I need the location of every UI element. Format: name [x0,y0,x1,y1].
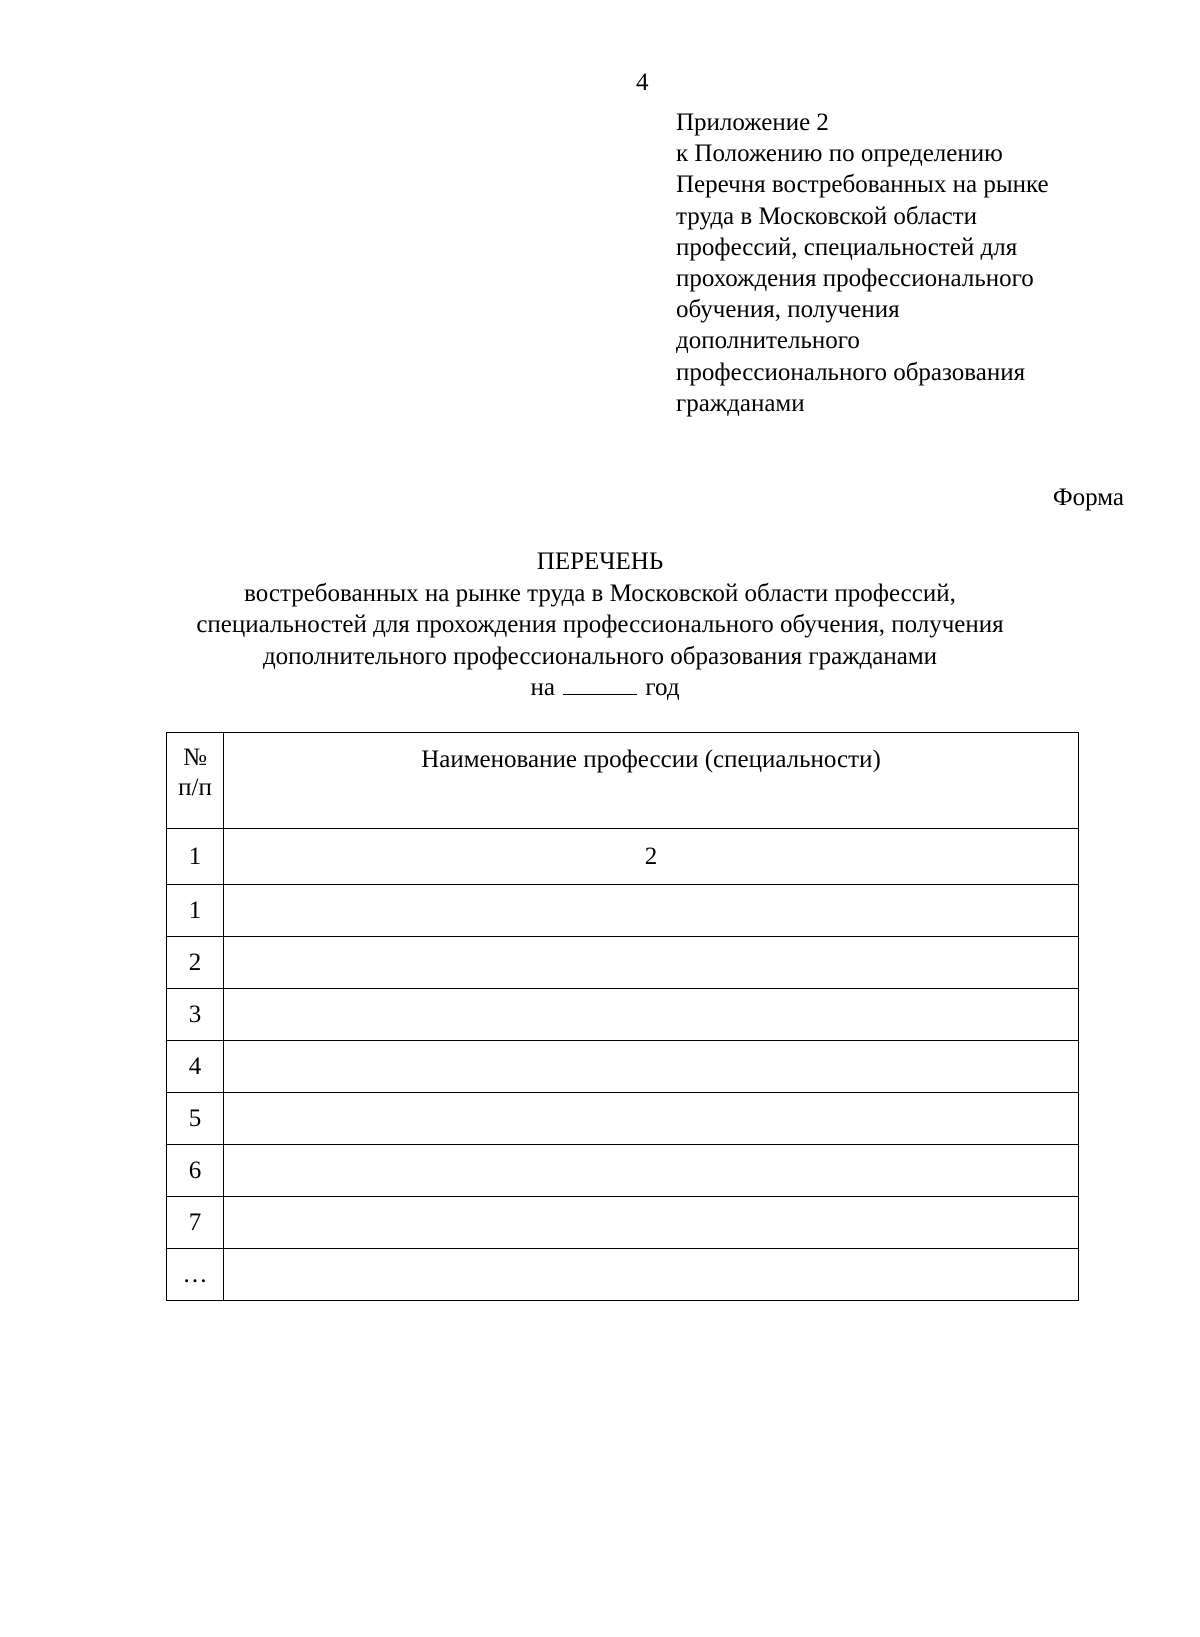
appendix-line: профессий, специальностей для [676,233,1018,261]
profession-name-cell[interactable] [224,937,1079,989]
profession-name-cell[interactable] [224,1093,1079,1145]
appendix-line: гражданами [676,389,805,417]
appendix-line: Перечня востребованных на рынке [676,171,1049,199]
appendix-line: труда в Московской области [676,202,977,230]
appendix-line: профессионального образования [676,358,1026,386]
table-row [167,1041,1079,1093]
column-numbers-row [167,829,1079,885]
row-number: 3 [167,989,224,1041]
year-line [5,672,1200,704]
appendix-line: дополнительного [676,327,860,355]
title-line: востребованных на рынке труда в Московской области профессий, [244,579,956,607]
appendix-line: Приложение 2 [676,109,829,136]
table-row [167,885,1079,937]
header-name: Наименование профессии (специальности) [224,733,1079,829]
table-row [167,1249,1079,1301]
row-number: 6 [167,1145,224,1197]
appendix-line: обучения, получения [676,296,900,324]
professions-table [166,732,1079,1301]
page-number: 4 [636,69,649,96]
document-title [0,546,1200,704]
column-number: 2 [224,829,1079,885]
year-suffix: год [645,674,680,701]
profession-name-cell[interactable] [224,1041,1079,1093]
appendix-line: прохождения профессионального [676,265,1034,293]
table-row [167,1145,1079,1197]
row-number: 2 [167,937,224,989]
form-label: Форма [1052,484,1124,511]
title-line: дополнительного профессионального образования гражданами [262,642,938,670]
row-number: 5 [167,1093,224,1145]
title-line: специальностей для прохождения профессионального обучения, получения [196,611,1004,638]
table-row [167,1093,1079,1145]
table-row [167,1197,1079,1249]
year-prefix: на [530,674,555,701]
profession-name-cell[interactable] [224,989,1079,1041]
row-number: 1 [167,885,224,937]
table-header-row [167,733,1079,829]
row-number: … [167,1249,224,1301]
row-number: 4 [167,1041,224,1093]
column-number: 1 [167,829,224,885]
appendix-reference [676,107,1146,419]
profession-name-cell[interactable] [224,1145,1079,1197]
appendix-line: к Положению по определению [676,140,1003,168]
table-row [167,937,1079,989]
title-heading: ПЕРЕЧЕНЬ [536,548,664,575]
profession-name-cell[interactable] [224,1249,1079,1301]
header-number [167,733,224,829]
header-number-symbol: № [183,744,207,771]
table-row [167,989,1079,1041]
header-number-abbrev: п/п [178,774,212,801]
profession-name-cell[interactable] [224,885,1079,937]
profession-name-cell[interactable] [224,1197,1079,1249]
row-number: 7 [167,1197,224,1249]
year-blank-field[interactable] [563,672,637,695]
